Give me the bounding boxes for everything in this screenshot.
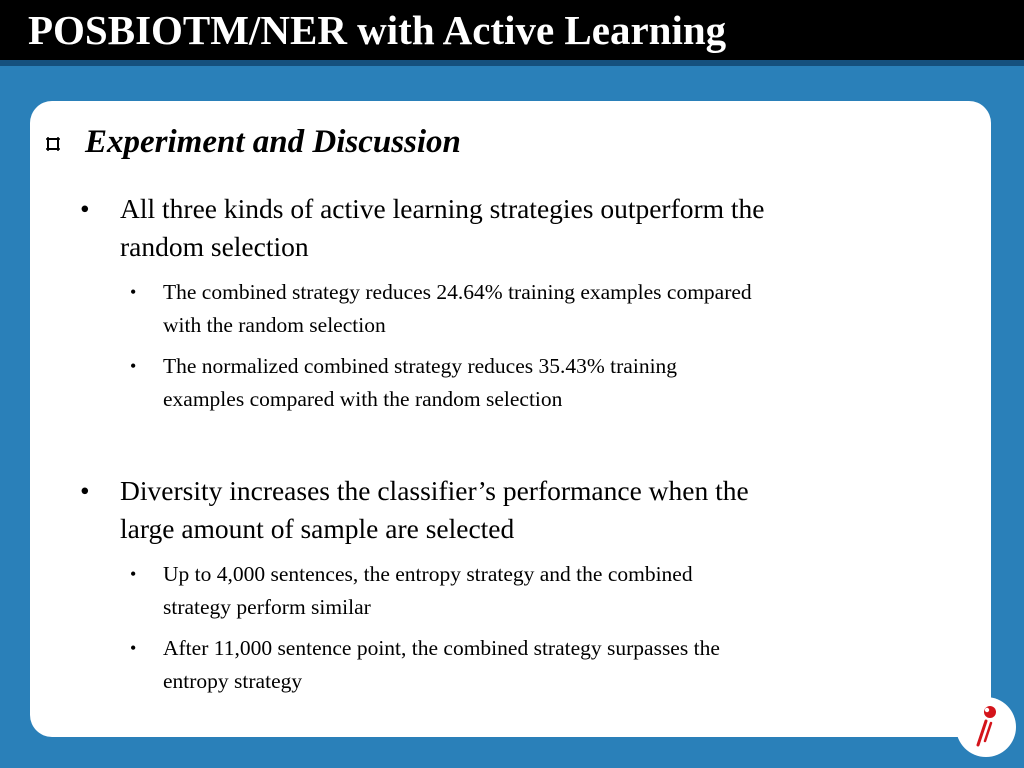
section-heading-text: Experiment and Discussion	[85, 123, 461, 160]
bullet-dot: •	[80, 193, 90, 224]
title-bar	[0, 0, 1024, 60]
bullet-text-line: large amount of sample are selected	[120, 513, 515, 544]
sub-bullet-text-line: entropy strategy	[163, 669, 303, 693]
title-divider	[0, 60, 1024, 66]
logo-graphic	[956, 697, 1016, 757]
sub-bullet-text-line: examples compared with the random selection	[163, 387, 563, 411]
section-heading	[46, 120, 461, 164]
bullet-dot: •	[80, 475, 90, 506]
logo-icon	[956, 697, 1016, 757]
sub-bullet-text-line: The normalized combined strategy reduces 35.43% training	[163, 354, 678, 378]
sub-bullet-dot: •	[130, 564, 137, 584]
bullet-text-line: All three kinds of active learning strategies outperform the	[120, 193, 765, 224]
slide-title: POSBIOTM/NER with Active Learning	[28, 7, 727, 53]
section-bullet-icon	[46, 137, 60, 151]
bullet-text-line: Diversity increases the classifier’s performance when the	[120, 475, 749, 506]
sub-bullet-dot: •	[130, 638, 137, 658]
sub-bullet-text-line: Up to 4,000 sentences, the entropy strategy and the combined	[163, 562, 693, 586]
sub-bullet-text-line: with the random selection	[163, 313, 386, 337]
sub-bullet-dot: •	[130, 282, 137, 302]
sub-bullet-text-line: strategy perform similar	[163, 595, 371, 619]
sub-bullet-text-line: The combined strategy reduces 24.64% training examples compared	[163, 280, 752, 304]
bullet-text-line: random selection	[120, 231, 309, 262]
sub-bullet-dot: •	[130, 356, 137, 376]
sub-bullet-text-line: After 11,000 sentence point, the combined strategy surpasses the	[163, 636, 720, 660]
